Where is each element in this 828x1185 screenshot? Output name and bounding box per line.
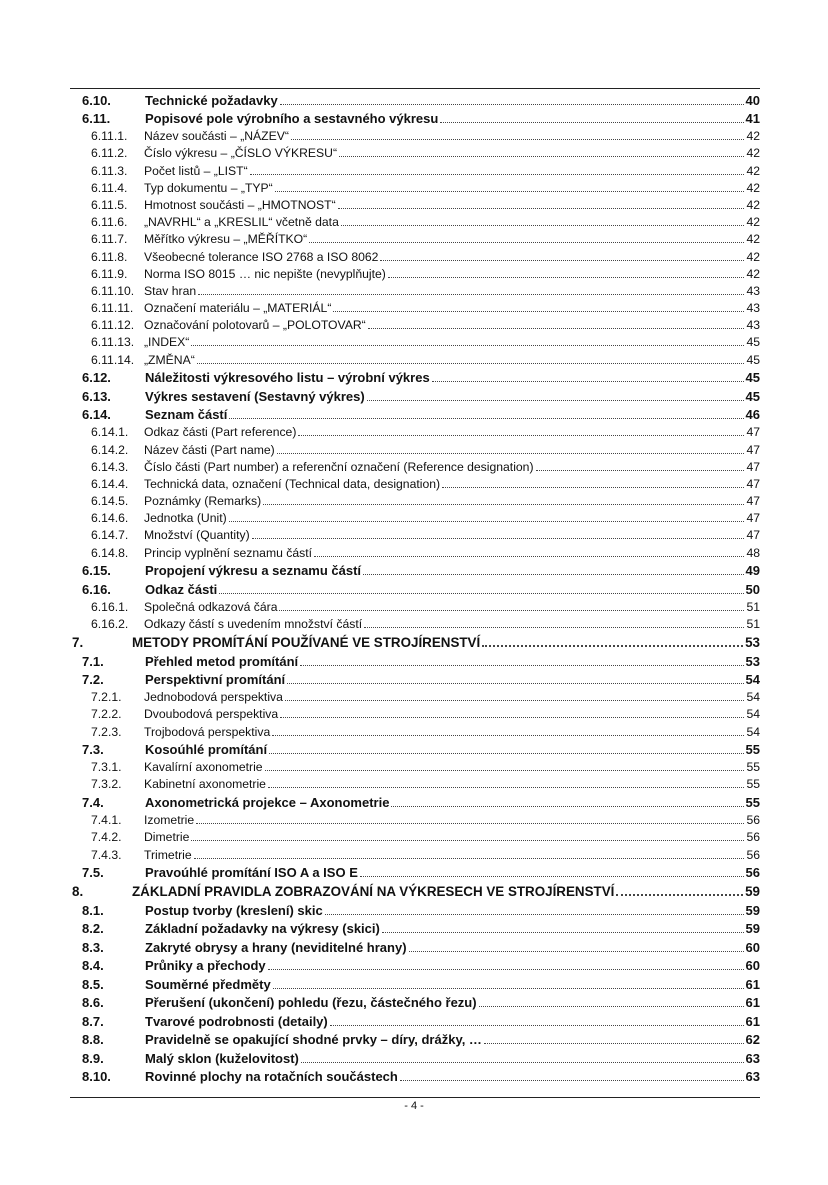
toc-entry-page: 43 [746, 318, 760, 333]
toc-entry[interactable] [70, 178, 760, 195]
toc-dot-leader [339, 156, 744, 157]
toc-entry-number: 6.14.5. [91, 494, 129, 509]
toc-dot-leader [252, 538, 745, 539]
toc-entry-page: 55 [746, 777, 760, 792]
toc-dot-leader [484, 1043, 744, 1044]
toc-entry[interactable] [70, 298, 760, 315]
toc-dot-leader [280, 104, 744, 105]
toc-dot-leader [341, 225, 745, 226]
toc-entry[interactable] [70, 439, 760, 456]
toc-entry-title: Náležitosti výkresového listu – výrobní výkres [145, 370, 430, 386]
toc-entry[interactable] [70, 669, 760, 688]
toc-entry-title: Kavalírní axonometrie [144, 760, 263, 775]
toc-entry-title: Základní požadavky na výkresy (skici) [145, 921, 380, 936]
toc-dot-leader [360, 876, 744, 877]
toc-entry-number: 6.11.6. [91, 215, 128, 230]
toc-entry[interactable] [70, 508, 760, 525]
toc-entry-page: 63 [745, 1069, 760, 1084]
toc-entry-page: 42 [746, 129, 760, 144]
toc-entry[interactable] [70, 899, 760, 918]
toc-entry-title: Postup tvorby (kreslení) skic [145, 902, 323, 918]
toc-entry-number: 7.1. [82, 653, 104, 669]
toc-entry-page: 63 [745, 1050, 760, 1066]
toc-entry-number: 6.11.4. [91, 180, 128, 195]
toc-dot-leader [273, 988, 744, 989]
toc-entry-page: 40 [745, 92, 760, 108]
toc-entry[interactable] [70, 108, 760, 127]
toc-entry-title: Kosoúhlé promítání [145, 742, 268, 758]
toc-entry-number: 8.7. [82, 1013, 104, 1029]
toc-entry-title: Měřítko výkresu – „MĚŘÍTKO“ [144, 232, 308, 247]
toc-dot-leader [391, 806, 743, 807]
toc-entry-page: 47 [746, 476, 760, 491]
toc-entry-title: Odkaz části [145, 581, 218, 597]
toc-entry-page: 46 [745, 407, 760, 423]
toc-entry-page: 59 [745, 902, 760, 918]
toc-entry-number: 6.11.8. [91, 249, 128, 264]
toc-entry-number: 6.16.2. [91, 617, 129, 631]
toc-entry-page: 56 [746, 847, 760, 862]
toc-entry-title: Společná odkazová čára [144, 599, 278, 614]
toc-entry-page: 54 [745, 672, 760, 687]
toc-dot-leader [300, 665, 743, 666]
toc-entry-title: Výkres sestavení (Sestavný výkres) [145, 388, 365, 404]
toc-entry-page: 43 [746, 301, 760, 316]
toc-entry-title: Dvoubodová perspektiva [144, 707, 279, 722]
toc-entry-number: 6.11.13. [91, 335, 135, 350]
toc-entry[interactable] [70, 578, 760, 597]
toc-dot-leader [263, 504, 744, 505]
toc-entry-page: 42 [746, 266, 760, 281]
toc-entry-page: 53 [745, 635, 760, 650]
toc-entry-page: 47 [746, 528, 760, 543]
toc-entry[interactable] [70, 918, 760, 937]
toc-dot-leader [388, 277, 745, 278]
toc-entry[interactable] [70, 332, 760, 349]
toc-entry-page: 60 [745, 958, 760, 973]
toc-entry-page: 41 [745, 111, 760, 126]
toc-entry[interactable] [70, 560, 760, 579]
toc-entry[interactable] [70, 195, 760, 212]
toc-entry-title: ZÁKLADNÍ PRAVIDLA ZOBRAZOVÁNÍ NA VÝKRESECH VE STROJÍRENSTVÍ [132, 884, 615, 899]
toc-entry-title: Dimetrie [144, 830, 190, 845]
toc-entry-page: 47 [746, 494, 760, 509]
toc-entry[interactable] [70, 246, 760, 263]
toc-entry-number: 7. [72, 635, 84, 650]
toc-entry-page: 49 [745, 563, 760, 579]
bottom-rule [70, 1097, 760, 1098]
toc-entry-page: 55 [745, 794, 760, 810]
toc-entry[interactable] [70, 739, 760, 758]
toc-entry-number: 8.2. [82, 921, 104, 936]
toc-entry-title: Číslo výkresu – „ČÍSLO VÝKRESU“ [144, 146, 338, 161]
toc-entry-number: 6.13. [82, 388, 111, 404]
toc-entry-page: 50 [745, 581, 760, 597]
toc-entry-title: Název součásti – „NÁZEV“ [144, 129, 289, 144]
toc-entry[interactable] [70, 973, 760, 992]
toc-entry-number: 8.10. [82, 1069, 111, 1084]
toc-dot-leader [250, 174, 745, 175]
toc-entry[interactable] [70, 992, 760, 1011]
toc-entry-title: Průniky a přechody [145, 958, 266, 973]
toc-entry-page: 54 [746, 707, 760, 722]
toc-entry[interactable] [70, 880, 760, 899]
toc-entry-number: 7.5. [82, 865, 104, 880]
toc-dot-leader [275, 191, 745, 192]
toc-entry-page: 45 [745, 370, 760, 386]
toc-dot-leader [479, 1006, 744, 1007]
toc-dot-leader [309, 242, 744, 243]
toc-dot-leader [191, 345, 744, 346]
toc-dot-leader [363, 574, 743, 575]
toc-entry-page: 61 [745, 976, 760, 992]
toc-entry[interactable] [70, 422, 760, 439]
toc-dot-leader [616, 894, 743, 896]
toc-entry[interactable] [70, 774, 760, 791]
toc-entry[interactable] [70, 827, 760, 844]
toc-entry-title: „ZMĚNA“ [144, 352, 195, 367]
toc-dot-leader [380, 260, 744, 261]
toc-entry-title: Trojbodová perspektiva [144, 724, 271, 739]
toc-entry-title: Zakryté obrysy a hrany (neviditelné hrany) [145, 939, 407, 955]
toc-entry[interactable] [70, 631, 760, 650]
toc-entry-page: 56 [746, 830, 760, 845]
toc-entry-number: 7.2.2. [91, 707, 122, 722]
toc-dot-leader [287, 683, 743, 684]
toc-entry[interactable] [70, 229, 760, 246]
toc-entry[interactable] [70, 936, 760, 955]
toc-entry-page: 42 [746, 163, 760, 178]
toc-entry-number: 8.1. [82, 902, 104, 918]
toc-entry-number: 6.11.7. [91, 232, 128, 247]
toc-dot-leader [280, 717, 744, 718]
toc-dot-leader [432, 381, 744, 382]
toc-entry-title: METODY PROMÍTÁNÍ POUŽÍVANÉ VE STROJÍRENSTVÍ [132, 635, 481, 650]
toc-entry-title: Perspektivní promítání [145, 672, 286, 687]
toc-entry-title: Odkazy částí s uvedením množství částí [144, 617, 363, 631]
toc-dot-leader [364, 627, 744, 628]
toc-dot-leader [268, 787, 744, 788]
toc-dot-leader [382, 932, 744, 933]
toc-entry-title: Pravoúhlé promítání ISO A a ISO E [145, 865, 358, 880]
toc-entry-page: 60 [745, 939, 760, 955]
toc-entry-number: 6.11.3. [91, 163, 128, 178]
toc-entry-title: Technická data, označení (Technical data, designation) [144, 476, 441, 491]
toc-entry-number: 6.16.1. [91, 599, 129, 614]
toc-dot-leader [482, 645, 743, 647]
toc-entry-title: Pravidelně se opakující shodné prvky – díry, drážky, … [145, 1032, 482, 1047]
toc-entry-page: 47 [746, 425, 760, 440]
toc-entry-title: Technické požadavky [145, 92, 278, 108]
toc-entry-title: Hmotnost součásti – „HMOTNOST“ [144, 197, 336, 212]
toc-entry-number: 8.8. [82, 1032, 104, 1047]
toc-entry[interactable] [70, 264, 760, 281]
toc-entry-number: 8.3. [82, 939, 104, 955]
toc-dot-leader [338, 208, 745, 209]
toc-entry-page: 42 [746, 249, 760, 264]
toc-entry-title: Kabinetní axonometrie [144, 777, 266, 792]
toc-entry-title: Odkaz části (Part reference) [144, 425, 297, 440]
toc-entry-number: 8.9. [82, 1050, 104, 1066]
toc-entry-page: 59 [745, 921, 760, 936]
toc-entry[interactable] [70, 385, 760, 404]
toc-entry-number: 8. [72, 884, 84, 899]
toc-entry-number: 6.15. [82, 563, 111, 579]
toc-entry-title: Poznámky (Remarks) [144, 494, 262, 509]
toc-entry-page: 42 [746, 232, 760, 247]
toc-entry[interactable] [70, 1010, 760, 1029]
toc-entry-number: 6.14.4. [91, 476, 129, 491]
toc-entry[interactable] [70, 126, 760, 143]
toc-entry-number: 7.4.2. [91, 830, 122, 845]
toc-entry-title: Axonometrická projekce – Axonometrie [145, 794, 390, 810]
toc-entry-number: 7.3.2. [91, 777, 122, 792]
toc-entry-number: 8.4. [82, 958, 104, 973]
toc-entry-number: 7.3. [82, 742, 104, 758]
toc-entry[interactable] [70, 650, 760, 669]
table-of-contents [70, 89, 760, 1084]
toc-dot-leader [298, 435, 744, 436]
toc-entry-page: 61 [745, 995, 760, 1010]
toc-entry-page: 61 [745, 1013, 760, 1029]
toc-entry[interactable] [70, 404, 760, 423]
toc-dot-leader [442, 487, 744, 488]
toc-entry-page: 55 [746, 760, 760, 775]
toc-dot-leader [198, 294, 744, 295]
toc-entry-number: 6.14.6. [91, 511, 129, 526]
toc-entry[interactable] [70, 367, 760, 386]
toc-dot-leader [409, 951, 744, 952]
toc-dot-leader [194, 858, 745, 859]
toc-entry-title: Všeobecné tolerance ISO 2768 a ISO 8062 [144, 249, 379, 264]
toc-dot-leader [285, 700, 745, 701]
toc-entry[interactable] [70, 614, 760, 631]
toc-dot-leader [229, 418, 743, 419]
toc-entry-title: Souměrné předměty [145, 976, 271, 992]
toc-entry-page: 48 [746, 545, 760, 560]
toc-entry[interactable] [70, 160, 760, 177]
toc-entry-page: 56 [745, 865, 760, 880]
toc-entry-number: 7.4. [82, 794, 104, 810]
toc-entry-title: Počet listů – „LIST“ [144, 163, 248, 178]
toc-entry-number: 6.11.9. [91, 266, 128, 281]
toc-dot-leader [368, 328, 745, 329]
toc-entry-number: 6.14.2. [91, 442, 129, 457]
toc-entry[interactable] [70, 844, 760, 861]
toc-entry-title: Malý sklon (kuželovitost) [145, 1050, 299, 1066]
toc-entry[interactable] [70, 810, 760, 827]
toc-entry[interactable] [70, 89, 760, 108]
toc-entry-title: Propojení výkresu a seznamu částí [145, 563, 362, 579]
toc-entry[interactable] [70, 315, 760, 332]
toc-entry-page: 51 [746, 617, 760, 631]
toc-entry-page: 47 [746, 459, 760, 474]
toc-dot-leader [219, 593, 743, 594]
toc-entry[interactable] [70, 597, 760, 614]
toc-dot-leader [325, 914, 744, 915]
toc-entry-page: 45 [746, 335, 760, 350]
toc-dot-leader [314, 556, 744, 557]
toc-entry-title: Popisové pole výrobního a sestavného výkresu [145, 111, 439, 126]
toc-entry-number: 6.14.7. [91, 528, 129, 543]
toc-entry[interactable] [70, 721, 760, 738]
toc-entry-number: 7.4.3. [91, 847, 122, 862]
toc-entry[interactable] [70, 1029, 760, 1048]
toc-dot-leader [440, 122, 743, 123]
toc-entry-page: 42 [746, 146, 760, 161]
toc-entry[interactable] [70, 1066, 760, 1085]
toc-entry[interactable] [70, 757, 760, 774]
toc-dot-leader [272, 735, 744, 736]
toc-entry-number: 6.14.1. [91, 425, 129, 440]
toc-entry-number: 6.11.14. [91, 352, 135, 367]
toc-entry-number: 6.11. [82, 111, 111, 126]
toc-entry[interactable] [70, 862, 760, 881]
toc-entry-title: Seznam částí [145, 407, 228, 423]
toc-entry-page: 55 [745, 742, 760, 758]
toc-entry-number: 7.2. [82, 672, 104, 687]
toc-dot-leader [277, 453, 745, 454]
toc-entry-title: Trimetrie [144, 847, 192, 862]
toc-entry[interactable] [70, 1047, 760, 1066]
toc-entry-number: 6.16. [82, 581, 111, 597]
toc-entry[interactable] [70, 474, 760, 491]
toc-entry-number: 6.11.11. [91, 301, 134, 316]
toc-entry-title: Přehled metod promítání [145, 653, 299, 669]
toc-entry-page: 45 [745, 388, 760, 404]
toc-entry-page: 47 [746, 511, 760, 526]
toc-dot-leader [269, 753, 743, 754]
toc-dot-leader [279, 610, 744, 611]
toc-dot-leader [330, 1025, 744, 1026]
toc-entry-page: 54 [746, 724, 760, 739]
toc-entry-page: 59 [745, 884, 760, 899]
toc-entry-title: Číslo části (Part number) a referenční označení (Reference designation) [144, 459, 534, 474]
toc-entry-title: Izometrie [144, 813, 195, 828]
toc-entry[interactable] [70, 491, 760, 508]
toc-dot-leader [197, 363, 745, 364]
toc-dot-leader [333, 311, 744, 312]
toc-entry-page: 43 [746, 283, 760, 298]
toc-entry-number: 6.11.12. [91, 318, 135, 333]
toc-entry-page: 45 [746, 352, 760, 367]
toc-entry[interactable] [70, 704, 760, 721]
toc-entry-page: 47 [746, 442, 760, 457]
toc-entry-number: 6.12. [82, 370, 111, 386]
toc-entry-page: 54 [746, 690, 760, 705]
toc-entry-title: Název části (Part name) [144, 442, 275, 457]
toc-entry-title: Tvarové podrobnosti (detaily) [145, 1013, 328, 1029]
toc-dot-leader [367, 400, 744, 401]
toc-entry-page: 42 [746, 180, 760, 195]
toc-dot-leader [265, 770, 745, 771]
toc-dot-leader [400, 1080, 744, 1081]
toc-entry-title: Typ dokumentu – „TYP“ [144, 180, 273, 195]
toc-entry[interactable] [70, 349, 760, 366]
toc-entry-title: Přerušení (ukončení) pohledu (řezu, částečného řezu) [145, 995, 477, 1010]
toc-entry-number: 7.2.3. [91, 724, 122, 739]
toc-entry-title: Stav hran [144, 283, 197, 298]
toc-entry-title: Označení materiálu – „MATERIÁL“ [144, 301, 332, 316]
toc-entry-number: 7.3.1. [91, 760, 122, 775]
toc-entry[interactable] [70, 457, 760, 474]
toc-entry-page: 42 [746, 197, 760, 212]
toc-entry-title: Množství (Quantity) [144, 528, 250, 543]
toc-entry[interactable] [70, 525, 760, 542]
toc-entry-number: 7.4.1. [91, 813, 122, 828]
toc-entry[interactable] [70, 687, 760, 704]
toc-dot-leader [268, 969, 744, 970]
toc-entry-number: 6.11.10. [91, 283, 135, 298]
toc-entry-number: 6.14. [82, 407, 111, 423]
toc-entry-title: „INDEX“ [144, 335, 190, 350]
toc-dot-leader [191, 840, 744, 841]
toc-dot-leader [536, 470, 745, 471]
toc-entry[interactable] [70, 212, 760, 229]
toc-dot-leader [291, 139, 744, 140]
page-number: - 4 - [404, 1100, 424, 1112]
toc-entry[interactable] [70, 281, 760, 298]
toc-entry[interactable] [70, 542, 760, 559]
toc-entry-page: 53 [745, 653, 760, 669]
toc-entry-number: 6.11.5. [91, 197, 128, 212]
toc-entry-page: 42 [746, 215, 760, 230]
toc-entry-title: Norma ISO 8015 … nic nepište (nevyplňujte) [144, 266, 386, 281]
toc-entry-title: Jednotka (Unit) [144, 511, 227, 526]
toc-dot-leader [229, 521, 745, 522]
toc-entry[interactable] [70, 955, 760, 974]
toc-entry-page: 56 [746, 813, 760, 828]
toc-dot-leader [196, 823, 744, 824]
toc-entry-number: 8.6. [82, 995, 104, 1010]
toc-entry-number: 7.2.1. [91, 690, 122, 705]
toc-entry-page: 51 [746, 599, 760, 614]
toc-entry-title: „NAVRHL“ a „KRESLIL“ včetně data [144, 215, 339, 230]
toc-entry-title: Jednobodová perspektiva [144, 690, 283, 705]
toc-entry[interactable] [70, 143, 760, 160]
toc-dot-leader [301, 1062, 744, 1063]
toc-entry-title: Rovinné plochy na rotačních součástech [145, 1069, 398, 1084]
toc-entry-title: Označování polotovarů – „POLOTOVAR“ [144, 318, 366, 333]
toc-entry[interactable] [70, 791, 760, 810]
toc-entry-number: 6.14.3. [91, 459, 129, 474]
toc-entry-number: 6.14.8. [91, 545, 129, 560]
toc-entry-page: 62 [745, 1032, 760, 1047]
toc-entry-number: 6.11.1. [91, 129, 128, 144]
toc-entry-number: 6.10. [82, 92, 111, 108]
toc-entry-number: 6.11.2. [91, 146, 128, 161]
toc-entry-number: 8.5. [82, 976, 104, 992]
toc-entry-title: Princip vyplnění seznamu částí [144, 545, 312, 560]
